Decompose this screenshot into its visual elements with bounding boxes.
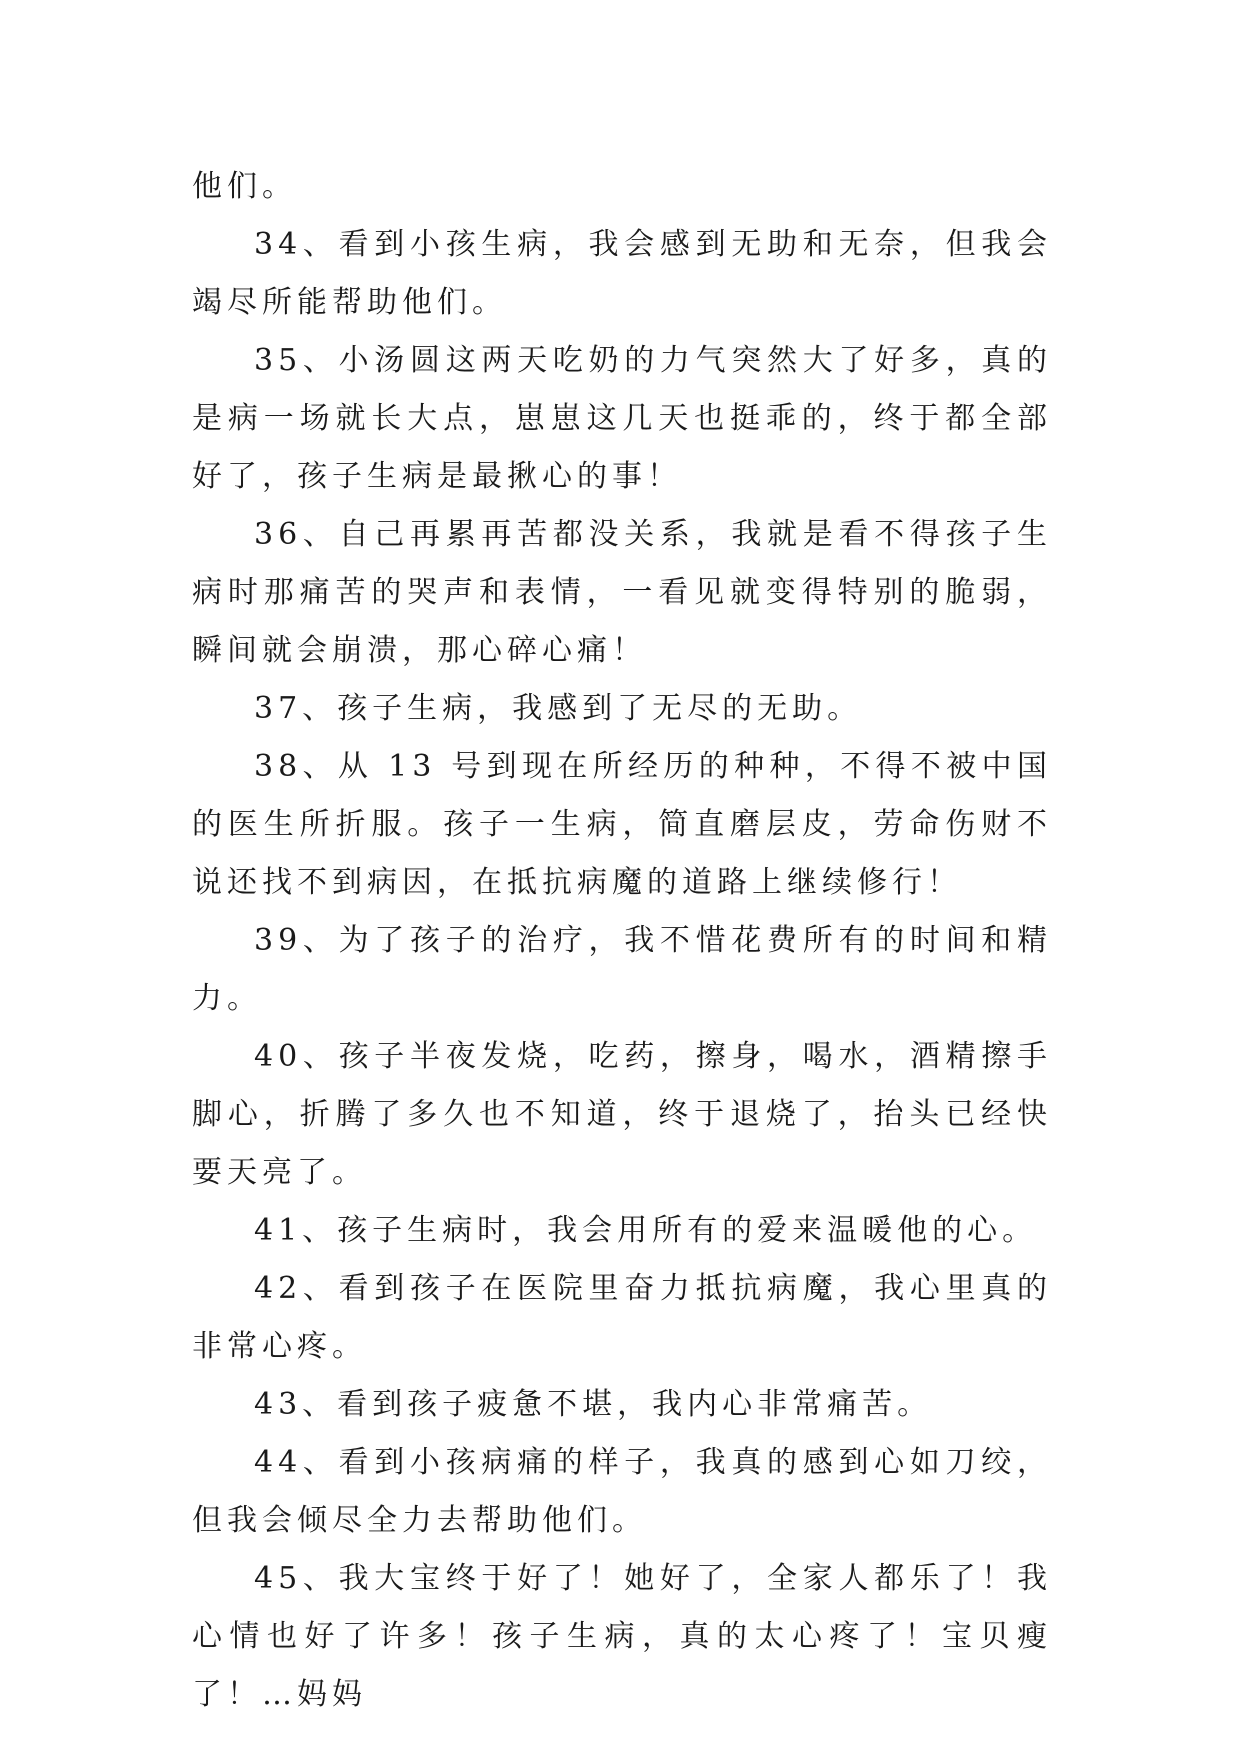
paragraph-36: 36、自己再累再苦都没关系，我就是看不得孩子生病时那痛苦的哭声和表情，一看见就变得特别的脆弱，瞬间就会崩溃，那心碎心痛！ [192, 517, 1052, 668]
paragraph-38: 38、从 13 号到现在所经历的种种，不得不被中国的医生所折服。孩子一生病，简直磨层皮，劳命伤财不说还找不到病因，在抵抗病魔的道路上继续修行！ [192, 749, 1052, 900]
paragraph-45: 45、我大宝终于好了！她好了，全家人都乐了！我心情也好了许多！孩子生病，真的太心疼了！宝贝瘦了！…妈妈 [192, 1561, 1052, 1712]
paragraph-42: 42、看到孩子在医院里奋力抵抗病魔，我心里真的非常心疼。 [192, 1271, 1052, 1364]
paragraph-43: 43、看到孩子疲惫不堪，我内心非常痛苦。 [254, 1387, 933, 1422]
paragraph-40: 40、孩子半夜发烧，吃药，擦身，喝水，酒精擦手脚心，折腾了多久也不知道，终于退烧了，抬头已经快要天亮了。 [192, 1039, 1052, 1190]
paragraph-37: 37、孩子生病，我感到了无尽的无助。 [254, 691, 863, 726]
paragraph-39: 39、为了孩子的治疗，我不惜花费所有的时间和精力。 [192, 923, 1052, 1016]
paragraph-continuation: 他们。 [192, 169, 297, 204]
paragraph-34: 34、看到小孩生病，我会感到无助和无奈，但我会竭尽所能帮助他们。 [192, 227, 1052, 320]
paragraph-44: 44、看到小孩病痛的样子，我真的感到心如刀绞，但我会倾尽全力去帮助他们。 [192, 1445, 1052, 1538]
paragraph-35: 35、小汤圆这两天吃奶的力气突然大了好多，真的是病一场就长大点，崽崽这几天也挺乖的，终于都全部好了，孩子生病是最揪心的事！ [192, 343, 1052, 494]
paragraph-41: 41、孩子生病时，我会用所有的爱来温暖他的心。 [254, 1213, 1038, 1248]
document-body [192, 158, 1052, 1724]
